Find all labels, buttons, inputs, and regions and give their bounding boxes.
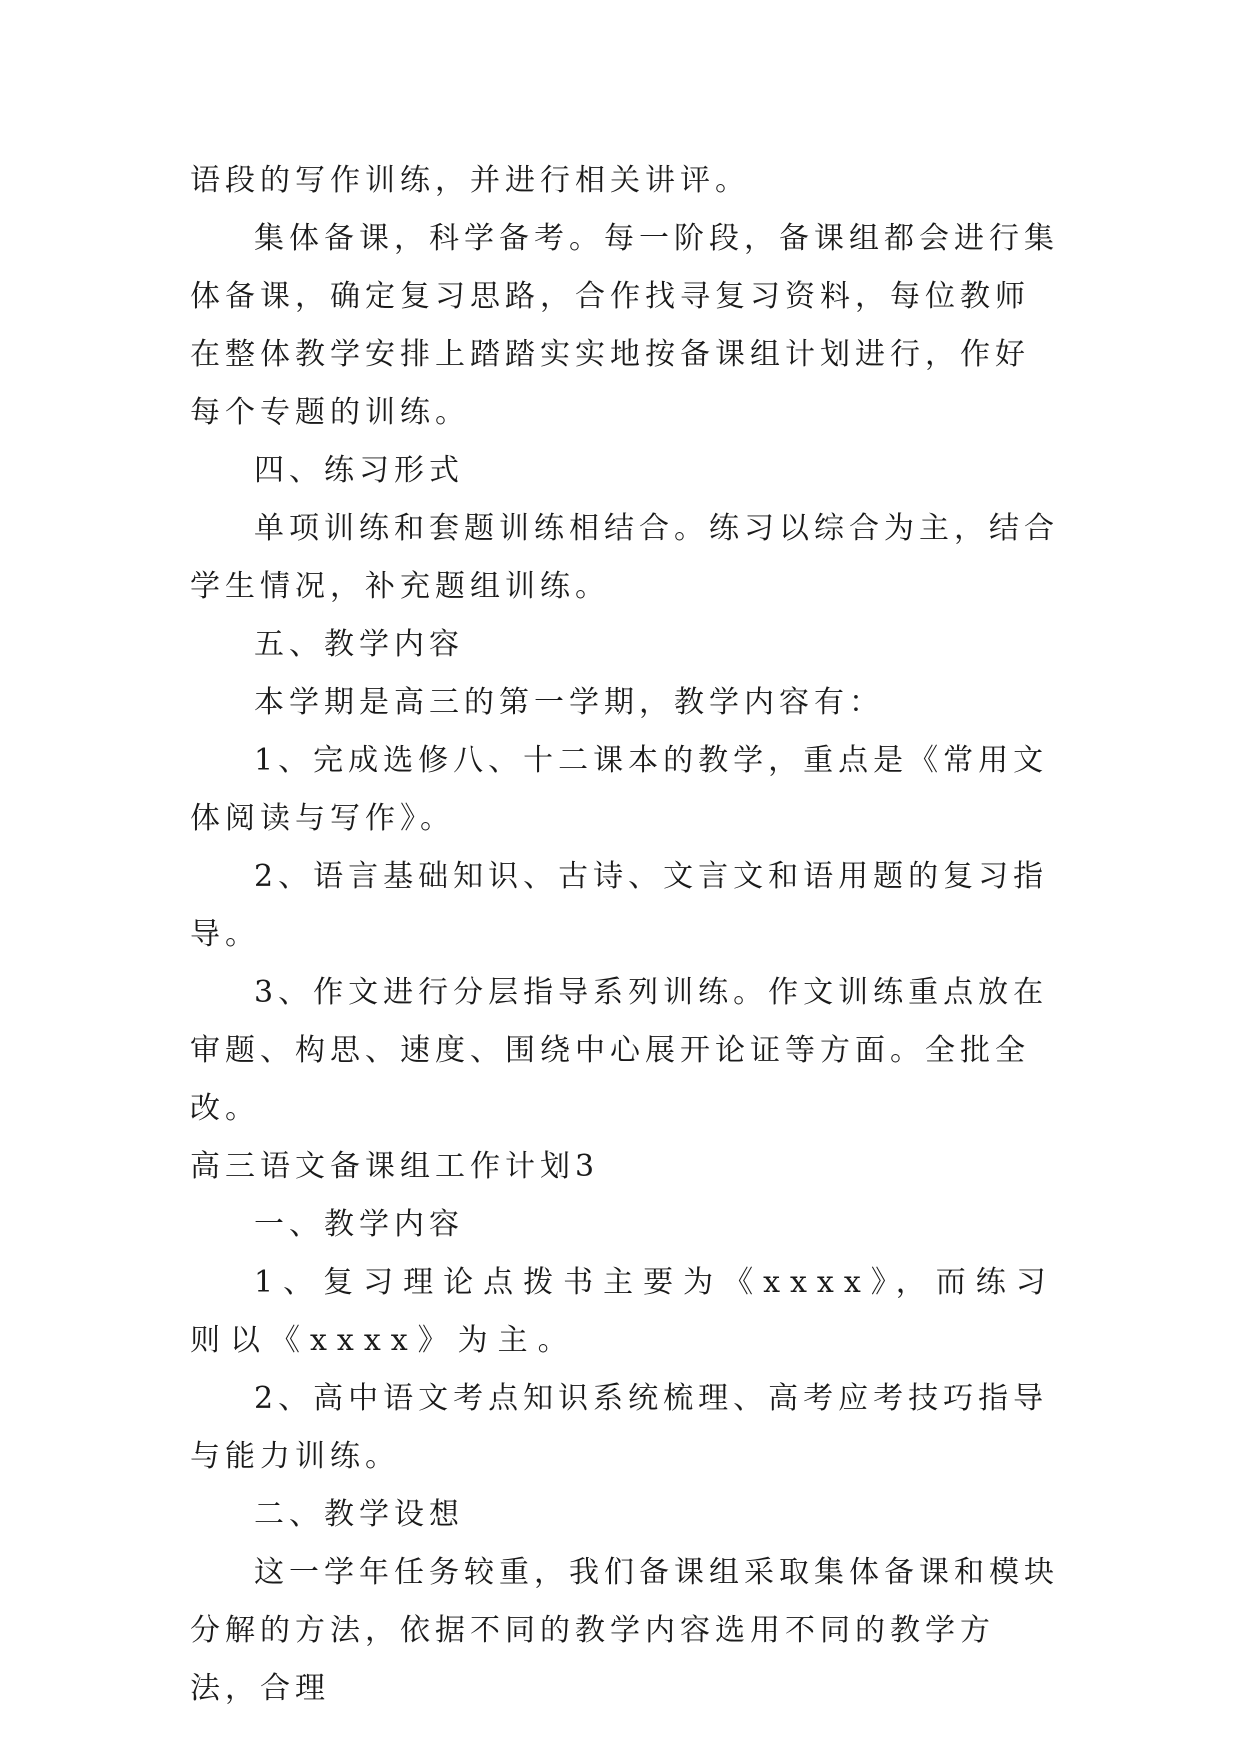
list-item-review-books: 1、复习理论点拨书主要为《xxxx》，而练习则以《xxxx》为主。 <box>190 1265 1056 1358</box>
paragraph-practice-forms: 单项训练和套题训练相结合。练习以综合为主，结合学生情况，补充题组训练。 <box>190 511 1059 604</box>
list-item-2: 2、语言基础知识、古诗、文言文和语用题的复习指导。 <box>190 859 1049 952</box>
section-title-plan-3: 高三语文备课组工作计划3 <box>190 1149 600 1184</box>
list-item-3: 3、作文进行分层指导系列训练。作文训练重点放在审题、构思、速度、围绕中心展开论证等方面。全批全改。 <box>190 975 1049 1126</box>
paragraph-collective-lesson-prep: 集体备课，科学备考。每一阶段，备课组都会进行集体备课，确定复习思路，合作找寻复习资料，每位教师在整体教学安排上踏踏实实地按备课组计划进行，作好每个专题的训练。 <box>190 221 1059 430</box>
list-item-knowledge-review: 2、高中语文考点知识系统梳理、高考应考技巧指导与能力训练。 <box>190 1381 1049 1474</box>
heading-practice-forms: 四、练习形式 <box>254 453 464 488</box>
heading-teaching-content-2: 一、教学内容 <box>254 1207 464 1242</box>
document-body <box>190 152 1060 1718</box>
paragraph-writing-review: 语段的写作训练，并进行相关讲评。 <box>190 163 750 198</box>
heading-teaching-content: 五、教学内容 <box>254 627 464 662</box>
paragraph-teaching-ideas: 这一学年任务较重，我们备课组采取集体备课和模块分解的方法，依据不同的教学内容选用不同的教学方法，合理 <box>190 1555 1059 1706</box>
list-item-1: 1、完成选修八、十二课本的教学，重点是《常用文体阅读与写作》。 <box>190 743 1049 836</box>
paragraph-semester-intro: 本学期是高三的第一学期，教学内容有： <box>254 685 884 720</box>
heading-teaching-ideas: 二、教学设想 <box>254 1497 464 1532</box>
